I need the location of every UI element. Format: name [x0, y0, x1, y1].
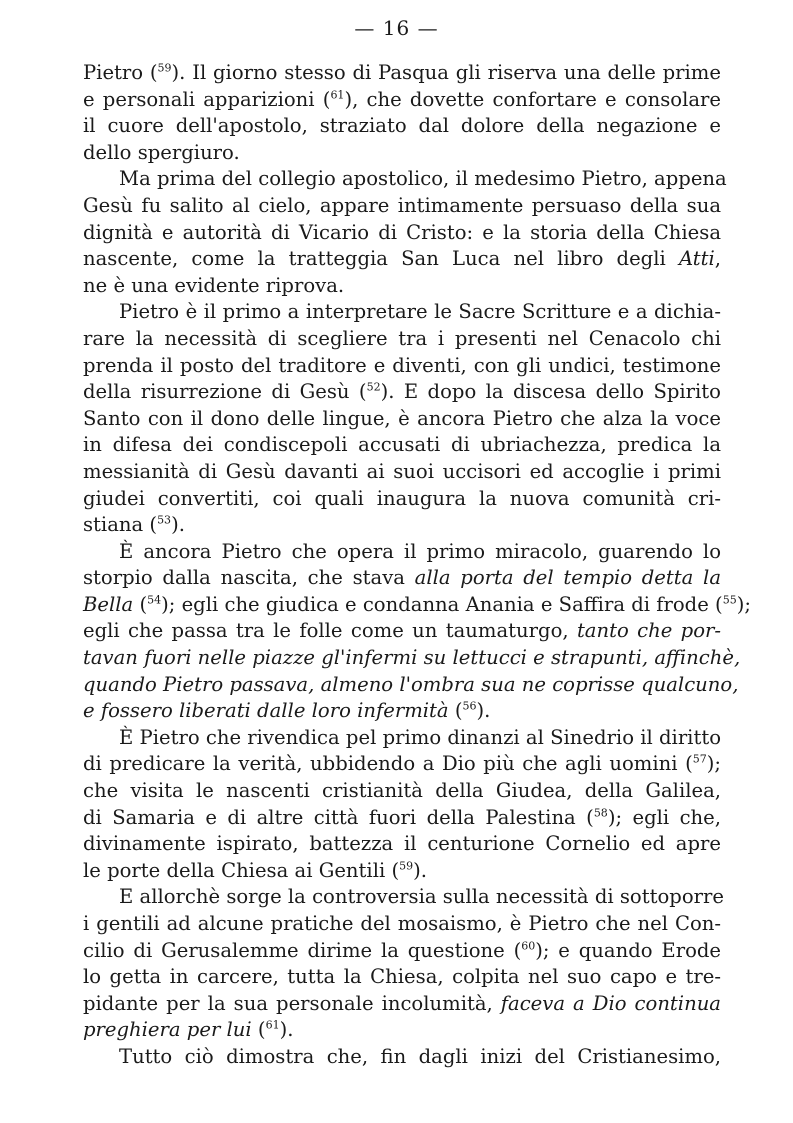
text-line [83, 326, 721, 353]
text-line [83, 725, 721, 752]
text-run: ). [171, 513, 185, 537]
text-line [83, 273, 721, 300]
italic-quote: quando Pietro passava, almeno l'ombra sua ne coprisse qualcuno, [83, 672, 739, 696]
text-run: rare la necessità di scegliere tra i presenti nel Cenacolo chi [83, 326, 721, 350]
footnote-ref: 52 [366, 380, 381, 394]
text-line [83, 698, 721, 725]
text-line [83, 1044, 721, 1071]
text-run: e personali apparizioni ( [83, 87, 331, 111]
text-run: , [714, 247, 721, 271]
text-run: messianità di Gesù davanti ai suoi uccisori ed accoglie i primi [83, 459, 721, 483]
text-line [83, 778, 721, 805]
text-line [83, 60, 721, 87]
text-line [83, 565, 721, 592]
text-run: ). [279, 1018, 294, 1042]
text-run: dignità e autorità di Vicario di Cristo: e la storia della Chiesa [83, 220, 721, 244]
text-line [83, 193, 721, 220]
footnote-ref: 59 [399, 859, 414, 873]
text-run: cilio di Gerusalemme dirime la questione ( [83, 938, 522, 962]
text-line [83, 831, 721, 858]
text-line [83, 512, 721, 539]
text-line [83, 938, 721, 965]
text-run: di Samaria e di altre città fuori della Palestina ( [83, 805, 594, 829]
text-run: Santo con il dono delle lingue, è ancora Pietro che alza la voce [83, 406, 721, 430]
text-line [83, 618, 721, 645]
footnote-ref: 53 [157, 513, 172, 527]
text-run: in difesa dei condiscepoli accusati di ubriachezza, predica la [83, 433, 721, 457]
footnote-ref: 56 [462, 699, 477, 713]
text-run: ). [476, 699, 491, 723]
text-run: ), che dovette confortare e consolare [344, 87, 721, 111]
italic-quote: Atti [678, 247, 715, 271]
footnote-ref: 57 [692, 752, 707, 766]
text-line [83, 353, 721, 380]
text-run: Pietro è il primo a interpretare le Sacre Scritture e a dichia- [119, 300, 721, 324]
text-run: ne è una evidente riprova. [83, 273, 345, 297]
text-line [83, 140, 721, 167]
text-run: dello spergiuro. [83, 140, 240, 164]
text-line [83, 113, 721, 140]
text-line [83, 672, 739, 699]
text-run: giudei convertiti, coi quali inaugura la nuova comunità cri- [83, 486, 721, 510]
footnote-ref: 54 [147, 593, 162, 607]
text-run: ); egli che, [607, 805, 721, 829]
text-run: Pietro ( [83, 61, 158, 84]
footnote-ref: 59 [157, 61, 172, 75]
text-line [83, 592, 751, 619]
text-line [83, 459, 721, 486]
text-run: il cuore dell'apostolo, straziato dal dolore della negazione e [83, 114, 721, 138]
text-run: i gentili ad alcune pratiche del mosaismo, è Pietro che nel Con- [83, 912, 721, 935]
text-line [83, 432, 721, 459]
text-line [83, 964, 721, 991]
footnote-ref: 58 [593, 806, 608, 820]
text-run: della risurrezione di Gesù ( [83, 380, 367, 404]
text-run: Gesù fu salito al cielo, appare intimamente persuaso della sua [83, 193, 721, 217]
text-line [83, 406, 721, 433]
text-run: che visita le nascenti cristianità della Giudea, della Galilea, [83, 779, 721, 803]
text-line [83, 379, 721, 406]
text-run: E allorchè sorge la controversia sulla necessità di sottoporre [119, 885, 724, 909]
text-run: nascente, come la tratteggia San Luca nel libro degli [83, 247, 679, 271]
text-line [83, 858, 721, 885]
page-number: — 16 — [354, 16, 439, 40]
italic-quote: faceva a Dio continua [500, 991, 721, 1015]
text-run: Ma prima del collegio apostolico, il medesimo Pietro, appena [119, 167, 727, 191]
text-line [83, 751, 721, 778]
text-line [83, 87, 721, 114]
text-line [83, 539, 721, 566]
footnote-ref: 60 [521, 939, 536, 953]
text-run: È ancora Pietro che opera il primo miracolo, guarendo lo [119, 539, 721, 563]
footnote-ref: 55 [722, 593, 737, 607]
italic-quote: preghiera per lui [83, 1018, 252, 1042]
text-line [83, 246, 721, 273]
text-run: ); [706, 752, 721, 776]
text-run: egli che passa tra le folle come un taumaturgo, [83, 619, 577, 643]
text-line [83, 299, 721, 326]
text-line [83, 645, 741, 672]
text-line [83, 991, 721, 1018]
italic-quote: tanto che por- [576, 619, 721, 643]
text-run: ); e quando Erode [535, 938, 721, 962]
italic-quote: e fossero liberati dalle loro infermità [83, 699, 449, 723]
body-text [83, 60, 751, 1071]
text-run: ( [448, 699, 463, 723]
text-run: ); egli che giudica e condanna Anania e Saffira di frode ( [161, 592, 723, 616]
text-run: stiana ( [83, 513, 158, 537]
italic-quote: alla porta del tempio detta la [414, 566, 721, 590]
italic-quote: Bella [83, 592, 134, 616]
text-line [83, 884, 724, 911]
text-run: ( [251, 1018, 266, 1042]
footnote-ref: 61 [265, 1018, 280, 1032]
text-run: storpio dalla nascita, che stava [83, 566, 415, 590]
text-run: divinamente ispirato, battezza il centurione Cornelio ed apre [83, 832, 721, 856]
text-line [83, 486, 721, 513]
text-run: ); [736, 592, 751, 616]
text-run: ( [133, 592, 148, 616]
text-run: ). E dopo la discesa dello Spirito [380, 380, 721, 404]
text-line [83, 1017, 721, 1044]
text-run: di predicare la verità, ubbidendo a Dio più che agli uomini ( [83, 752, 693, 776]
italic-quote: tavan fuori nelle piazze gl'infermi su lettucci e strapunti, affinchè, [83, 646, 741, 670]
footnote-ref: 61 [330, 88, 345, 102]
text-run: prenda il posto del traditore e diventi, con gli undici, testimone [83, 353, 721, 377]
text-line [83, 220, 721, 247]
text-run: lo getta in carcere, tutta la Chiesa, colpita nel suo capo e tre- [83, 965, 721, 989]
text-run: le porte della Chiesa ai Gentili ( [83, 858, 400, 882]
text-run: ). Il giorno stesso di Pasqua gli riserva una delle prime [171, 61, 721, 84]
text-run: Tutto ciò dimostra che, fin dagli inizi del Cristianesimo, [119, 1044, 721, 1068]
text-run: pidante per la sua personale incolumità, [83, 991, 501, 1015]
text-run: È Pietro che rivendica pel primo dinanzi al Sinedrio il diritto [119, 725, 721, 749]
text-line [83, 166, 727, 193]
text-run: ). [413, 858, 427, 882]
text-line [83, 805, 721, 832]
text-line [83, 911, 721, 938]
